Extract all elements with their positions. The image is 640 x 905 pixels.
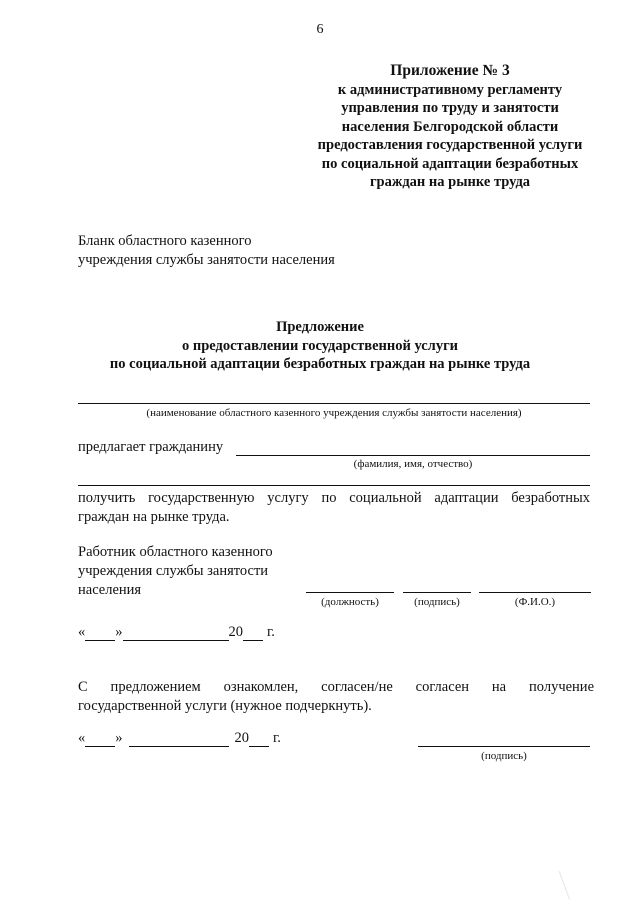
worker-label-line: учреждения службы занятости bbox=[78, 563, 269, 579]
date-year-suffix: г. bbox=[273, 730, 281, 746]
consent-text-line-2: государственной услуги (нужное подчеркнуть). bbox=[78, 698, 372, 714]
page-number: 6 bbox=[316, 22, 324, 37]
appendix-line: населения Белгородской области bbox=[341, 118, 559, 135]
appendix-title: Приложение № 3 bbox=[390, 62, 510, 79]
document-title-line: по социальной адаптации безработных граждан на рынке труда bbox=[109, 356, 531, 372]
date-close-quote: » bbox=[115, 730, 123, 746]
worker-fio-line[interactable] bbox=[479, 592, 591, 593]
signature-caption: (подпись) bbox=[414, 596, 460, 608]
document-title bbox=[0, 318, 640, 374]
worker-label bbox=[78, 543, 273, 600]
blank-header-line: учреждения службы занятости населения bbox=[78, 251, 335, 268]
appendix-line: граждан на рынке труда bbox=[369, 174, 531, 190]
date-year-prefix: 20 bbox=[234, 730, 249, 746]
offer-label: предлагает гражданину bbox=[78, 439, 224, 455]
consent-text-line-1: С предложением ознакомлен, согласен/не согласен на получение bbox=[78, 679, 594, 695]
institution-name-line[interactable] bbox=[78, 403, 590, 404]
fio-caption-worker: (Ф.И.О.) bbox=[514, 596, 556, 608]
blank-header-line: Бланк областного казенного bbox=[78, 233, 252, 249]
institution-caption: (наименование областного казенного учреждения службы занятости населения) bbox=[146, 407, 522, 419]
document-title-line: о предоставлении государственной услуги bbox=[181, 337, 459, 354]
appendix-line: предоставления государственной услуги bbox=[317, 137, 583, 153]
date-open-quote: « bbox=[78, 730, 86, 746]
receive-text-line-1: получить государственную услугу по социальной адаптации безработных bbox=[78, 490, 590, 506]
date-day-field[interactable] bbox=[85, 626, 115, 641]
citizen-fio-line-2[interactable] bbox=[78, 485, 590, 486]
date-month-field[interactable] bbox=[129, 732, 229, 747]
worker-label-line: Работник областного казенного bbox=[78, 544, 273, 560]
worker-position-line[interactable] bbox=[306, 592, 394, 593]
date-day-field[interactable] bbox=[85, 732, 115, 747]
scan-mark bbox=[559, 850, 627, 899]
date-open-quote: « bbox=[78, 624, 86, 640]
worker-label-line: населения bbox=[78, 582, 142, 598]
appendix-block bbox=[300, 62, 600, 192]
position-caption: (должность) bbox=[321, 596, 379, 608]
date-year-suffix: г. bbox=[267, 624, 275, 640]
receive-text-line-2: граждан на рынке труда. bbox=[78, 509, 230, 525]
date-year-field[interactable] bbox=[243, 626, 263, 641]
final-signature-caption: (подпись) bbox=[481, 750, 527, 762]
date-year-prefix: 20 bbox=[228, 624, 243, 640]
appendix-line: управления по труду и занятости bbox=[341, 100, 559, 116]
date-row-1 bbox=[78, 624, 275, 641]
date-close-quote: » bbox=[115, 624, 123, 640]
date-year-field[interactable] bbox=[249, 732, 269, 747]
fio-caption: (фамилия, имя, отчество) bbox=[353, 458, 473, 470]
final-signature-line[interactable] bbox=[418, 746, 590, 747]
document-title-line: Предложение bbox=[276, 319, 364, 335]
appendix-line: по социальной адаптации безработных bbox=[321, 155, 579, 172]
date-row-2 bbox=[78, 730, 281, 747]
appendix-line: к административному регламенту bbox=[337, 81, 563, 98]
citizen-fio-line[interactable] bbox=[236, 455, 590, 456]
worker-signature-line[interactable] bbox=[403, 592, 471, 593]
blank-header bbox=[78, 232, 335, 269]
date-month-field[interactable] bbox=[123, 626, 229, 641]
